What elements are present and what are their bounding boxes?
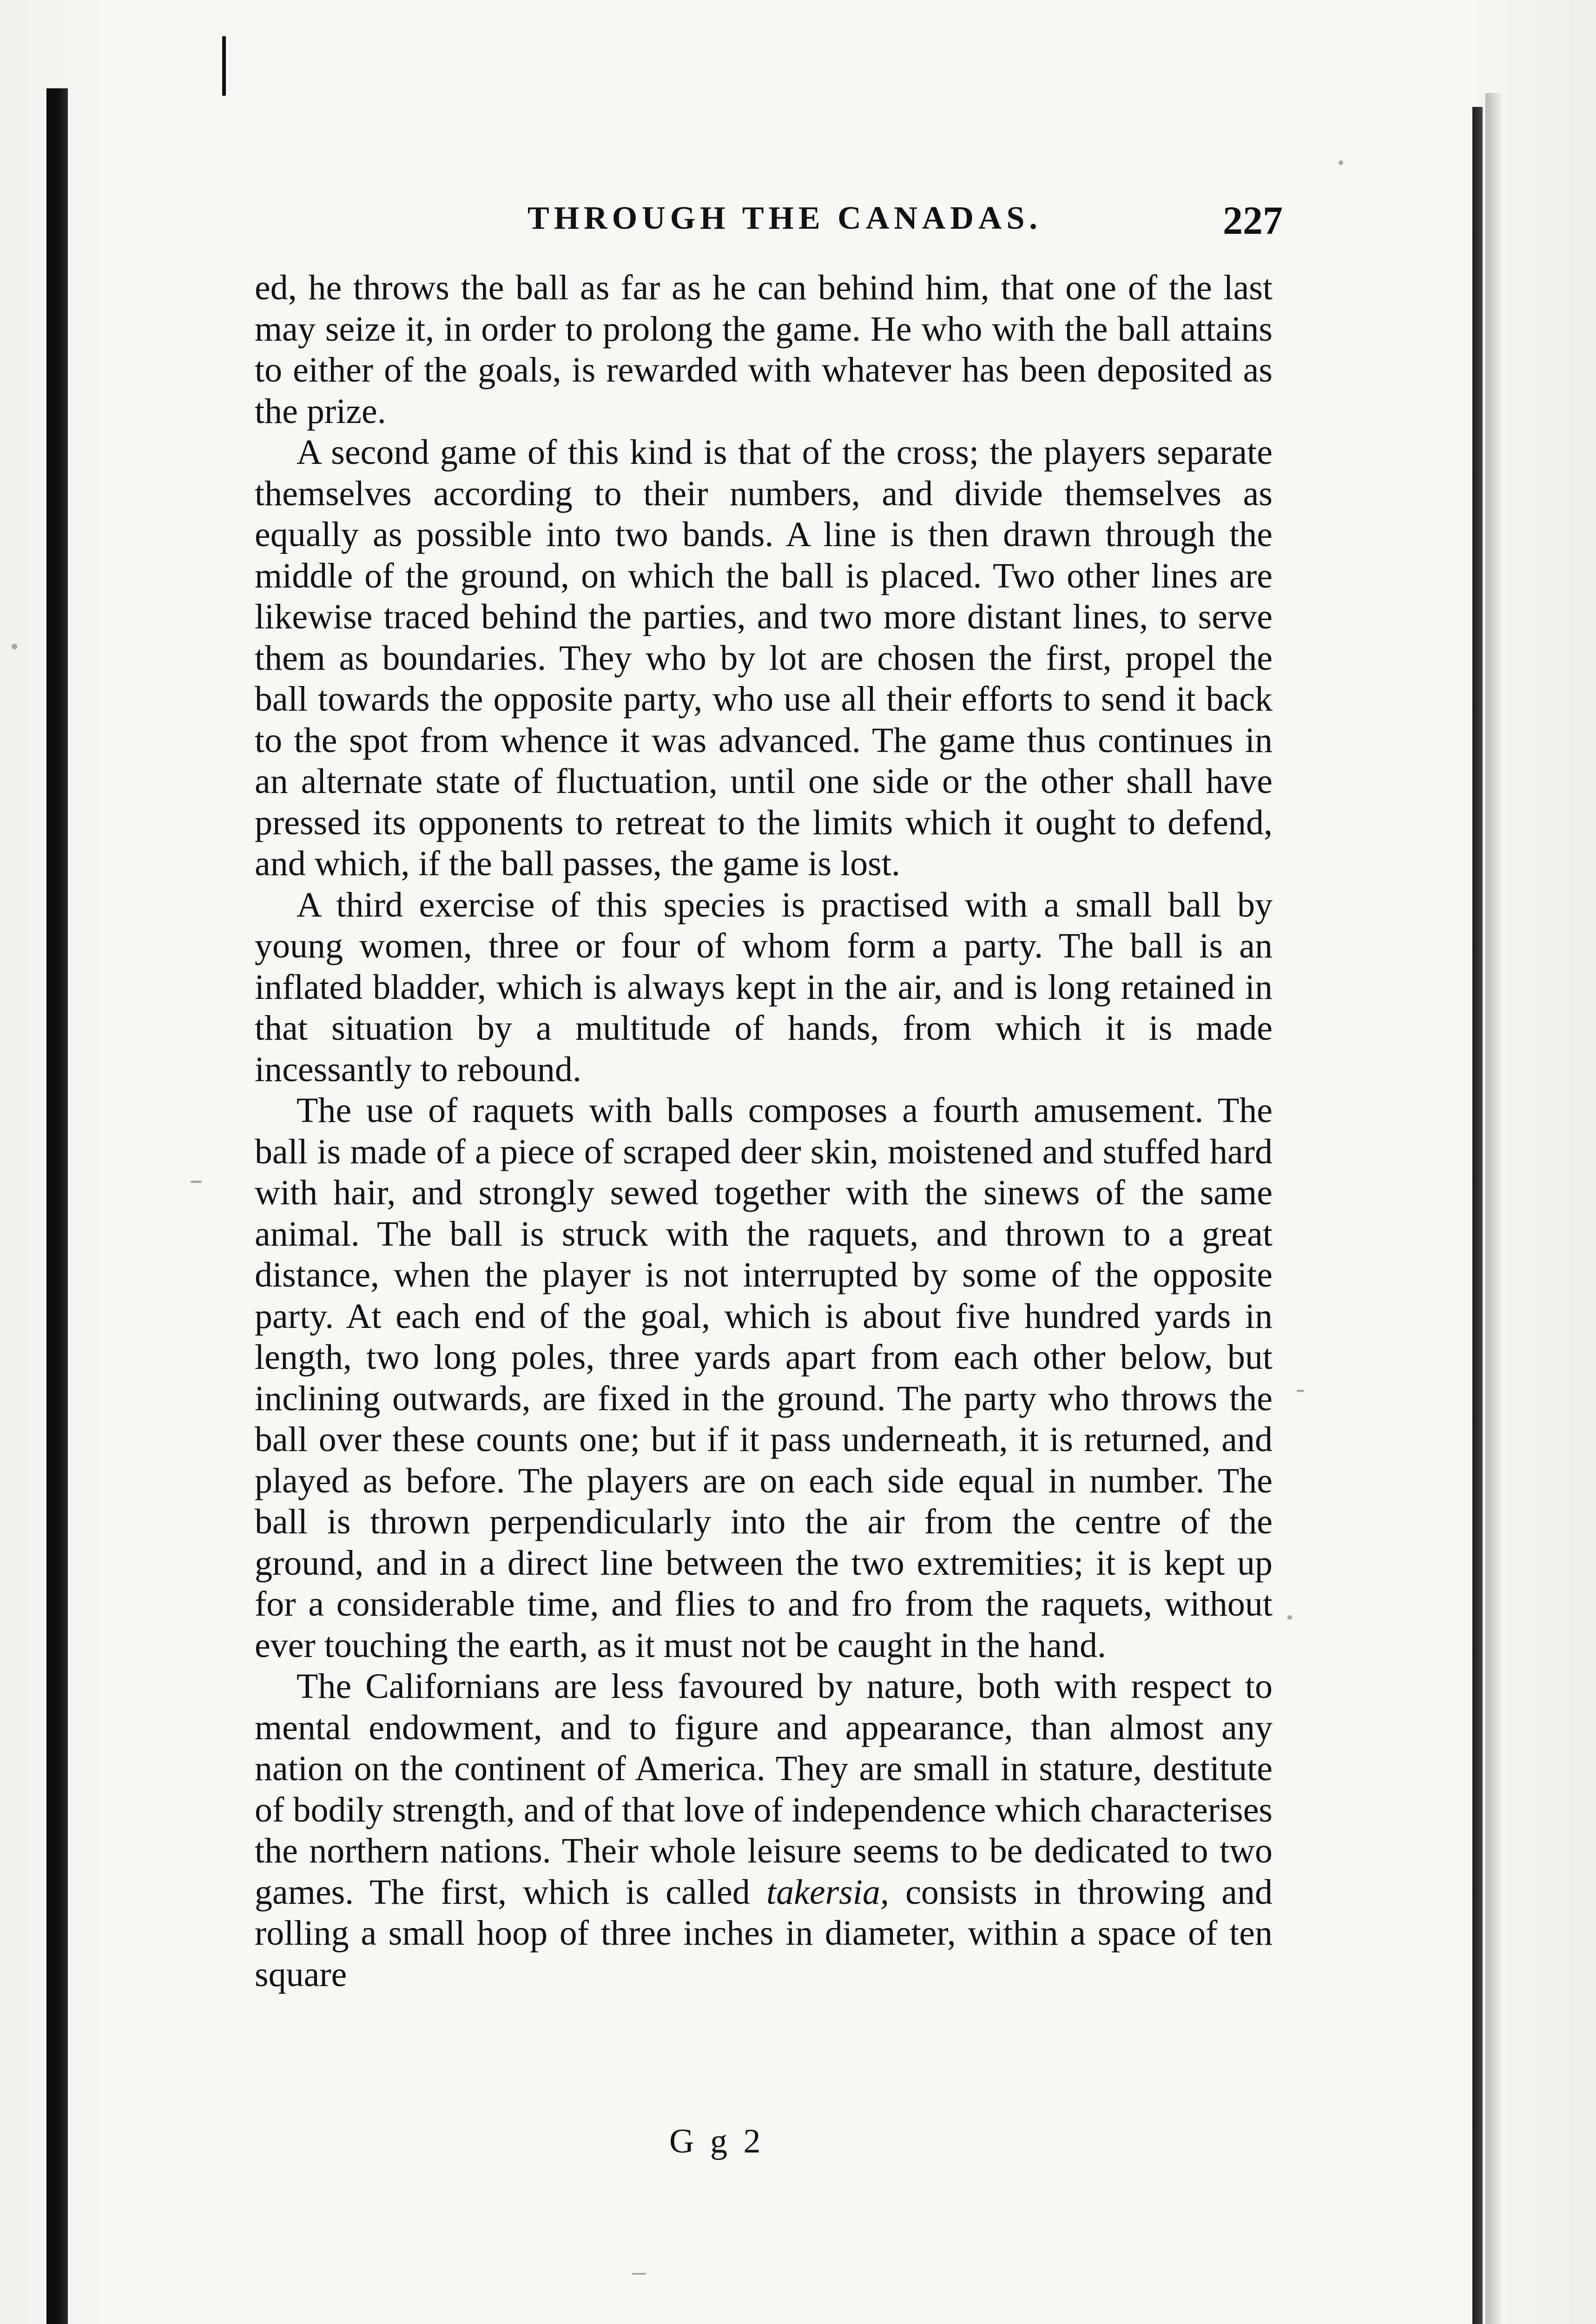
italic-term: takersia,: [766, 1872, 889, 1912]
page-header: [260, 200, 1283, 256]
paragraph-2: A second game of this kind is that of the cross; the players separate themselves according to their numbers, and divide themselves as equally as possible into two bands. A line is then drawn through the middle of the ground, on which the ball is placed. Two other lines are likewise traced behind the parties, and two more distant lines, to serve them as boundaries. They who by lot are chosen the first, propel the ball towards the opposite party, who use all their efforts to send it back to the spot from whence it was advanced. The game thus continues in an alternate state of fluctuation, until one side or the other shall have pressed its opponents to retreat to the limits which it ought to defend, and which, if the ball passes, the game is lost.: [255, 433, 1273, 883]
body-text: [255, 267, 1273, 1995]
scan-speck: [1297, 1390, 1304, 1392]
scan-speck: [1339, 160, 1343, 165]
scan-speck: [12, 644, 17, 649]
paragraph-4: The use of raquets with balls composes a fourth amusement. The ball is made of a piece of scraped deer skin, moistened and stuffed hard with hair, and strongly sewed together with the sinews of the same animal. The ball is struck with the raquets, and thrown to a great distance, when the player is not interrupted by some of the opposite party. At each end of the goal, which is about five hundred yards in length, two long poles, three yards apart from each other below, but inclining outwards, are fixed in the ground. The party who throws the ball over these counts one; but if it pass underneath, it is returned, and played as before. The players are on each side equal in number. The ball is thrown perpendicularly into the air from the centre of the ground, and in a direct line between the two extremities; it is kept up for a considerable time, and flies to and fro from the raquets, without ever touching the earth, as it must not be caught in the hand.: [255, 1091, 1273, 1665]
page-shadow-right: [1485, 93, 1501, 2324]
paragraph-5: [255, 1666, 1273, 1995]
scan-mark: [222, 36, 226, 96]
scan-speck: [1287, 1615, 1292, 1620]
binding-edge-left: [46, 88, 68, 2324]
scan-speck: [191, 1181, 202, 1183]
binding-edge-right: [1472, 107, 1483, 2324]
running-head: THROUGH THE CANADAS.: [528, 200, 1042, 236]
paragraph-1: ed, he throws the ball as far as he can behind him, that one of the last may seize it, in order to prolong the game. He who with the ball attains to either of the goals, is rewarded with whatever has been deposited as the prize.: [255, 268, 1273, 431]
signature-mark: G g 2: [669, 2122, 765, 2160]
paragraph-3: A third exercise of this species is practised with a small ball by young women, three or four of whom form a party. The ball is an inflated bladder, which is always kept in the air, and is long retained in that situation by a multitude of hands, from which it is made incessantly to rebound.: [255, 885, 1273, 1089]
paragraph-5-text-b: consists in throwing and rolling a small hoop of three inches in diameter, within a space of ten square: [255, 1872, 1273, 1994]
page-number: 227: [1223, 198, 1283, 243]
paragraph-5-text-a: The Californians are less favoured by nature, both with respect to mental endowment, and to figure and appearance, than almost any nation on the continent of America. They are small in stature, destitute of bodily strength, and of that love of independence which characterises the northern nations. Their whole leisure seems to be dedicated to two games. The first, which is called: [255, 1667, 1273, 1912]
scan-speck: [632, 2273, 646, 2275]
